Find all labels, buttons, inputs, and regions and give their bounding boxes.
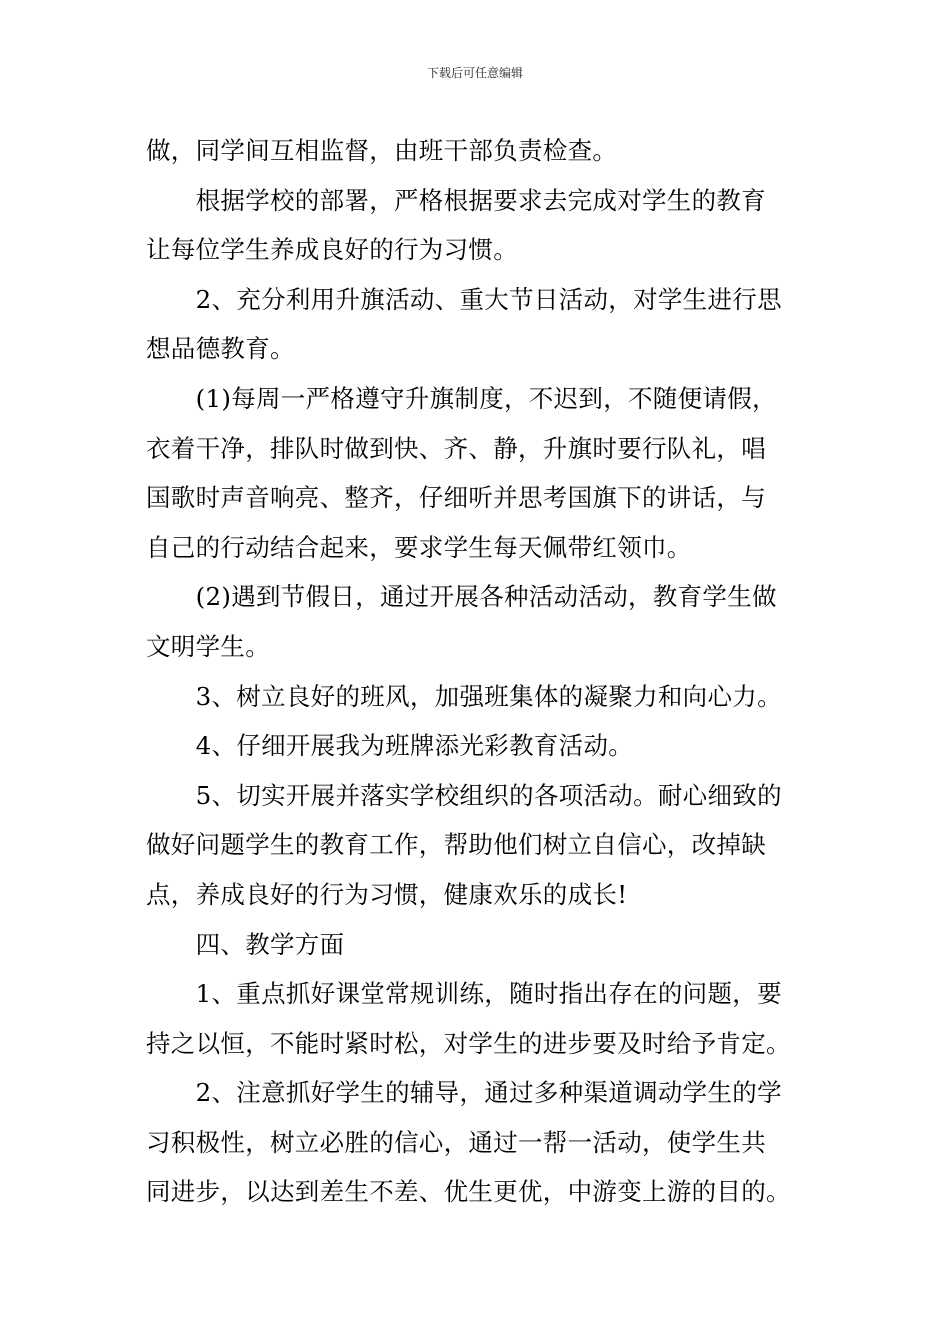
paragraph-1 bbox=[146, 126, 808, 176]
text-line: 4、仔细开展我为班牌添光彩教育活动。 bbox=[146, 731, 634, 761]
text-line: 2、充分利用升旗活动、重大节日活动，对学生进行思 bbox=[146, 284, 782, 314]
text-line: 习积极性，树立必胜的信心，通过一帮一活动，使学生共 bbox=[146, 1127, 766, 1157]
text-line: 2、注意抓好学生的辅导，通过多种渠道调动学生的学 bbox=[146, 1078, 782, 1108]
text-line: 四、教学方面 bbox=[146, 929, 345, 959]
text-line: 3、树立良好的班风，加强班集体的凝聚力和向心力。 bbox=[146, 681, 782, 711]
paragraph-5 bbox=[146, 572, 808, 671]
text-line: 点，养成良好的行为习惯，健康欢乐的成长! bbox=[146, 879, 628, 909]
text-line: 做，同学间互相监督，由班干部负责检查。 bbox=[146, 136, 618, 165]
paragraph-11 bbox=[146, 1068, 808, 1217]
document-body bbox=[146, 126, 808, 1217]
text-line: 5、切实开展并落实学校组织的各项活动。耐心细致的 bbox=[146, 780, 782, 810]
text-line: 1、重点抓好课堂常规训练，随时指出存在的问题，要 bbox=[146, 979, 782, 1009]
paragraph-4 bbox=[146, 374, 808, 572]
text-line: 想品德教育。 bbox=[146, 334, 295, 364]
text-line: 衣着干净，排队时做到快、齐、静，升旗时要行队礼，唱 bbox=[146, 433, 766, 463]
page-header: 下载后可任意编辑 bbox=[426, 66, 523, 80]
text-line: 同进步，以达到差生不差、优生更优，中游变上游的目的。 bbox=[146, 1177, 791, 1207]
text-line: 根据学校的部署，严格根据要求去完成对学生的教育 bbox=[146, 185, 766, 215]
text-line: 让每位学生养成良好的行为习惯。 bbox=[146, 235, 518, 265]
paragraph-7 bbox=[146, 721, 808, 771]
text-line: 做好问题学生的教育工作，帮助他们树立自信心，改掉缺 bbox=[146, 830, 766, 860]
paragraph-3 bbox=[146, 275, 808, 374]
paragraph-6 bbox=[146, 672, 808, 722]
text-line: 持之以恒，不能时紧时松，对学生的进步要及时给予肯定。 bbox=[146, 1028, 791, 1058]
paragraph-8 bbox=[146, 771, 808, 920]
paragraph-2 bbox=[146, 176, 808, 275]
text-line: 文明学生。 bbox=[146, 631, 270, 661]
text-line: 国歌时声音响亮、整齐，仔细听并思考国旗下的讲话，与 bbox=[146, 483, 766, 513]
section-heading bbox=[146, 920, 808, 970]
text-line: (2)遇到节假日，通过开展各种活动活动，教育学生做 bbox=[146, 582, 777, 612]
text-line: (1)每周一严格遵守升旗制度，不迟到，不随便请假， bbox=[146, 383, 777, 413]
text-line: 自己的行动结合起来，要求学生每天佩带红领巾。 bbox=[146, 532, 692, 562]
paragraph-10 bbox=[146, 969, 808, 1068]
